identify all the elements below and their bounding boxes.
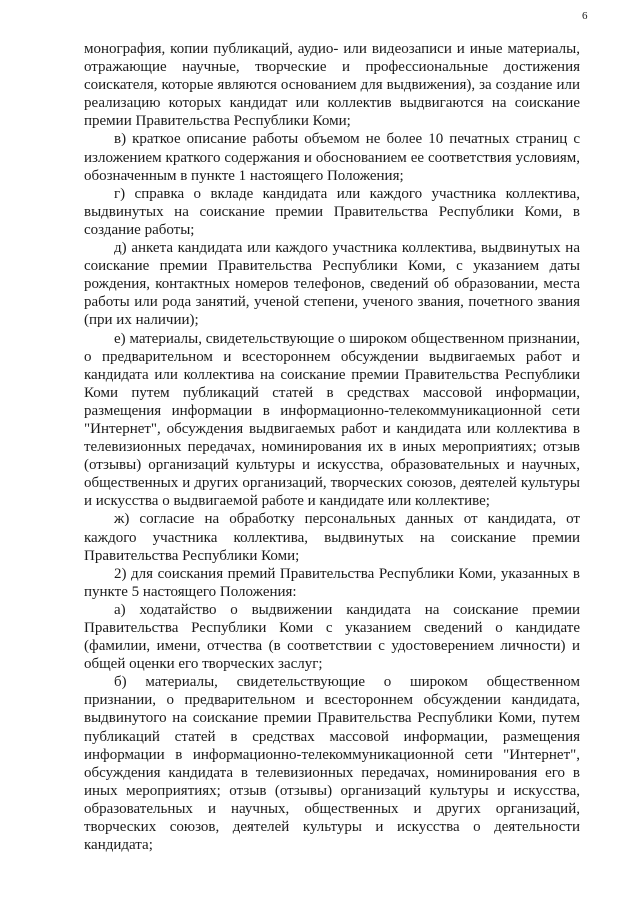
- paragraph-item-zh: ж) согласие на обработку персональных данных от кандидата, от каждого участника коллектива, выдвинутых на соискание премии Правительства Республики Коми;: [84, 511, 580, 564]
- paragraph-item-g: г) справка о вкладе кандидата или каждого участника коллектива, выдвинутых на соискание премии Правительства Республики Коми, в создание работы;: [84, 185, 580, 238]
- paragraph-item-v: в) краткое описание работы объемом не более 10 печатных страниц с изложением краткого содержания и обоснованием ее соответствия условиям, обозначенным в пункте 1 настоящего Положения;: [84, 131, 580, 184]
- paragraph-continuation: монография, копии публикаций, аудио- или видеозаписи и иные материалы, отражающие научные, творческие и профессиональные достижения соискателя, которые являются основанием для выдвижения), за создание или реализацию которых кандидат или коллектив выдвигаются на соискание премии Правительства Республики Коми;: [84, 41, 580, 130]
- paragraph-item-d: д) анкета кандидата или каждого участника коллектива, выдвинутых на соискание премии Правительства Республики Коми, с указанием даты рождения, контактных номеров телефонов, сведений об образовании, места работы или рода занятий, ученой степени, ученого звания, почетного звания (при их наличии);: [84, 240, 580, 329]
- paragraph-item-b: б) материалы, свидетельствующие о широком общественном признании, о предварительном и всестороннем обсуждении кандидата, выдвинутого на соискание премии Правительства Республики Коми, путем публикаций статей в средствах массовой информации, размещения информации в информационно-телекоммуникационной сети "Интернет", обсуждения кандидата в телевизионных передачах, номинирования его в иных мероприятиях; отзыв (отзывы) организаций культуры и искусства, образовательных и научных, общественных и других организаций, творческих союзов, деятелей культуры и искусства о деятельности кандидата;: [84, 674, 580, 854]
- document-body: [84, 40, 580, 854]
- paragraph-item-e: е) материалы, свидетельствующие о широком общественном признании, о предварительном и всестороннем обсуждении выдвигаемых работ и кандидата или коллектива на соискание премии Правительства Республики Коми путем публикаций статей в средствах массовой информации, размещения информации в информационно-телекоммуникационной сети "Интернет", обсуждения выдвигаемых работ и кандидата или коллектива в телевизионных передачах, номинирования их в иных мероприятиях; отзыв (отзывы) организаций культуры и искусства, образовательных и научных, общественных и других организаций, творческих союзов, деятелей культуры и искусства о выдвигаемой работе и кандидате или коллективе;: [84, 330, 580, 510]
- paragraph-point-2: 2) для соискания премий Правительства Республики Коми, указанных в пункте 5 настоящего Положения:: [84, 565, 580, 600]
- page-number: 6: [582, 10, 588, 22]
- paragraph-item-a: а) ходатайство о выдвижении кандидата на соискание премии Правительства Республики Коми с указанием сведений о кандидате (фамилии, имени, отчества (в соответствии с удостоверением личности) и общей оценки его творческих заслуг;: [84, 601, 580, 673]
